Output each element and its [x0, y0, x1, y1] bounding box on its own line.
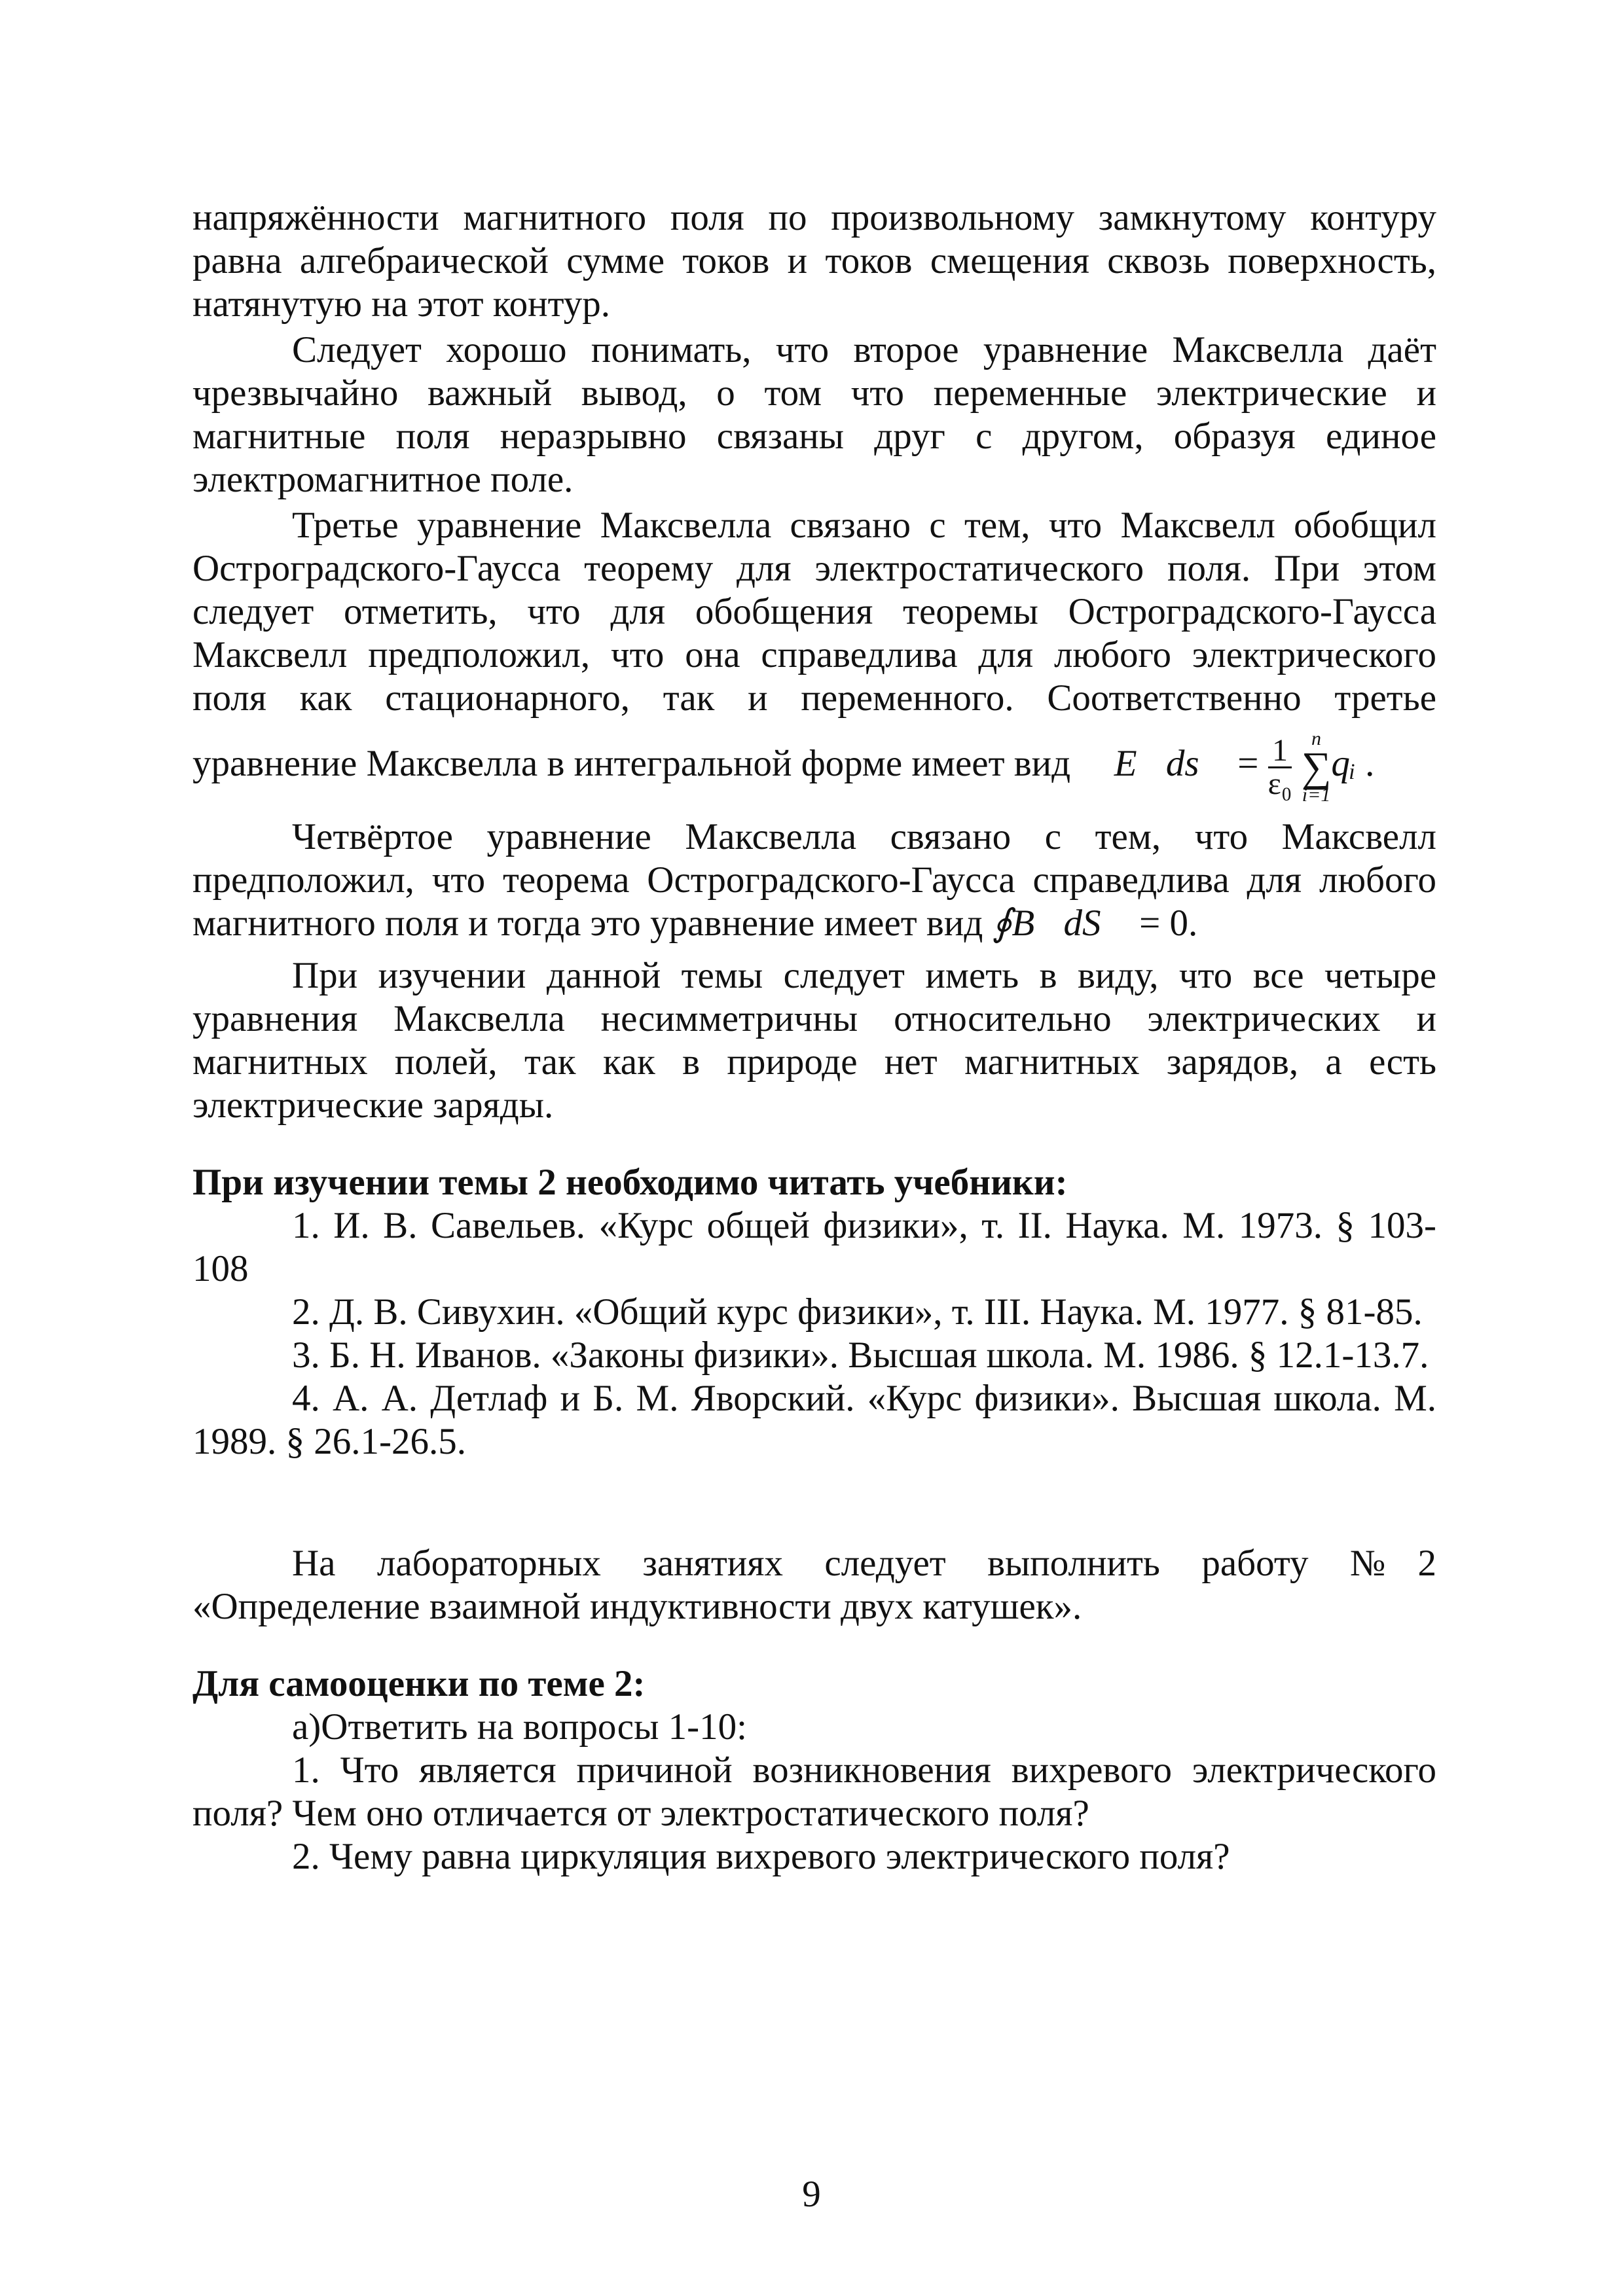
self-check-q2: 2. Чему равна циркуляция вихревого электрического поля?	[292, 1836, 1230, 1877]
para1-line3: натянутую на этот контур.	[192, 283, 610, 325]
reading-heading: При изучении темы 2 необходимо читать учебники:	[192, 1162, 1068, 1203]
integral-sign: ∮	[1085, 743, 1114, 785]
formula-eq: =	[1228, 743, 1268, 785]
reading-item-4: 4. А. А. Детлаф и Б. М. Яворский. «Курс физики». Высшая школа. М. 1989. § 26.1-26.5.	[192, 1378, 1436, 1462]
fraction	[1267, 732, 1292, 801]
fraction-numerator: 1	[1268, 735, 1292, 768]
para4-line1: Четвёртое уравнение Максвелла связано с тем, что Максвелл	[292, 816, 1436, 857]
para4-line2: предположил, что теорема Остроградского-Гаусса справедлива для любого	[192, 859, 1436, 901]
para3-line2: Остроградского-Гаусса теорему для электростатического поля. При этом	[192, 548, 1436, 589]
formula-term: qᵢ	[1331, 743, 1356, 785]
para3-line6-text: уравнение Максвелла в интегральной форме имеет вид	[192, 743, 1071, 785]
para3-line1: Третье уравнение Максвелла связано с тем, что Максвелл обобщил	[292, 505, 1436, 546]
formula2-rhs: = 0	[1129, 903, 1188, 944]
para1-line2: равна алгебраической сумме токов и токов смещения сквозь поверхность,	[192, 240, 1436, 281]
self-check-intro: а)Ответить на вопросы 1-10:	[292, 1706, 747, 1748]
self-check-q1: 1. Что является причиной возникновения вихревого электрического поля? Чем оно отличается от электростатического поля?	[192, 1749, 1436, 1834]
integral-sign-2: ∮	[992, 903, 1012, 944]
para2-line4: электромагнитное поле.	[192, 459, 574, 500]
para3-line4: Максвелл предположил, что она справедлива для любого электрического	[192, 634, 1436, 675]
para5-line2: уравнения Максвелла несимметричны относительно электрических и	[192, 998, 1436, 1039]
para5-line1: При изучении данной темы следует иметь в виду, что все четыре	[292, 955, 1436, 996]
page-number: 9	[802, 2174, 821, 2215]
para2-line1: Следует хорошо понимать, что второе уравнение Максвелла даёт	[292, 329, 1436, 370]
para4-line3-text: магнитного поля и тогда это уравнение имеет вид	[192, 903, 983, 944]
summation	[1302, 729, 1332, 805]
sum-upper: n	[1311, 728, 1322, 749]
lab-line1: На лабораторных занятиях следует выполнить работу №2	[292, 1543, 1436, 1584]
self-check-heading: Для самооценки по теме 2:	[192, 1663, 646, 1704]
reading-item-2: 2. Д. В. Сивухин. «Общий курс физики», т. III. Наука. М. 1977. § 81-85.	[292, 1291, 1423, 1333]
formula-end: .	[1355, 743, 1375, 785]
para3-line5: поля как стационарного, так и переменного. Соответственно третье	[192, 677, 1436, 719]
para3-line3: следует отметить, что для обобщения теоремы Остроградского-Гаусса	[192, 591, 1436, 632]
gauss-law-formula	[1085, 729, 1374, 805]
fraction-denominator: ε₀	[1267, 766, 1292, 801]
formula2-lhs: B⃗dS⃗	[1012, 903, 1130, 944]
para2-line2: чрезвычайно важный вывод, о том что переменные электрические и	[192, 372, 1436, 414]
para2-line3: магнитные поля неразрывно связаны друг с другом, образуя единое	[192, 416, 1436, 457]
para1-line1: напряжённости магнитного поля по произвольному замкнутому контуру	[192, 197, 1436, 238]
reading-item-3: 3. Б. Н. Иванов. «Законы физики». Высшая школа. М. 1986. § 12.1-13.7.	[292, 1335, 1429, 1376]
lab-line2: «Определение взаимной индуктивности двух катушек».	[192, 1586, 1082, 1627]
body-text	[192, 196, 1436, 1878]
sum-lower: i=1	[1302, 784, 1331, 806]
para5-line4: электрические заряды.	[192, 1085, 554, 1126]
para5-line3: магнитных полей, так как в природе нет магнитных зарядов, а есть	[192, 1041, 1436, 1083]
para3-line6	[192, 729, 1436, 805]
sum-sign: ∑	[1301, 744, 1332, 790]
formula-lhs: E⃗ds⃗	[1114, 743, 1228, 785]
para4-line3	[192, 902, 1436, 945]
reading-item-1: 1. И. В. Савельев. «Курс общей физики», т. II. Наука. М. 1973. § 103-108	[192, 1205, 1436, 1289]
formula2-end: .	[1188, 903, 1198, 944]
